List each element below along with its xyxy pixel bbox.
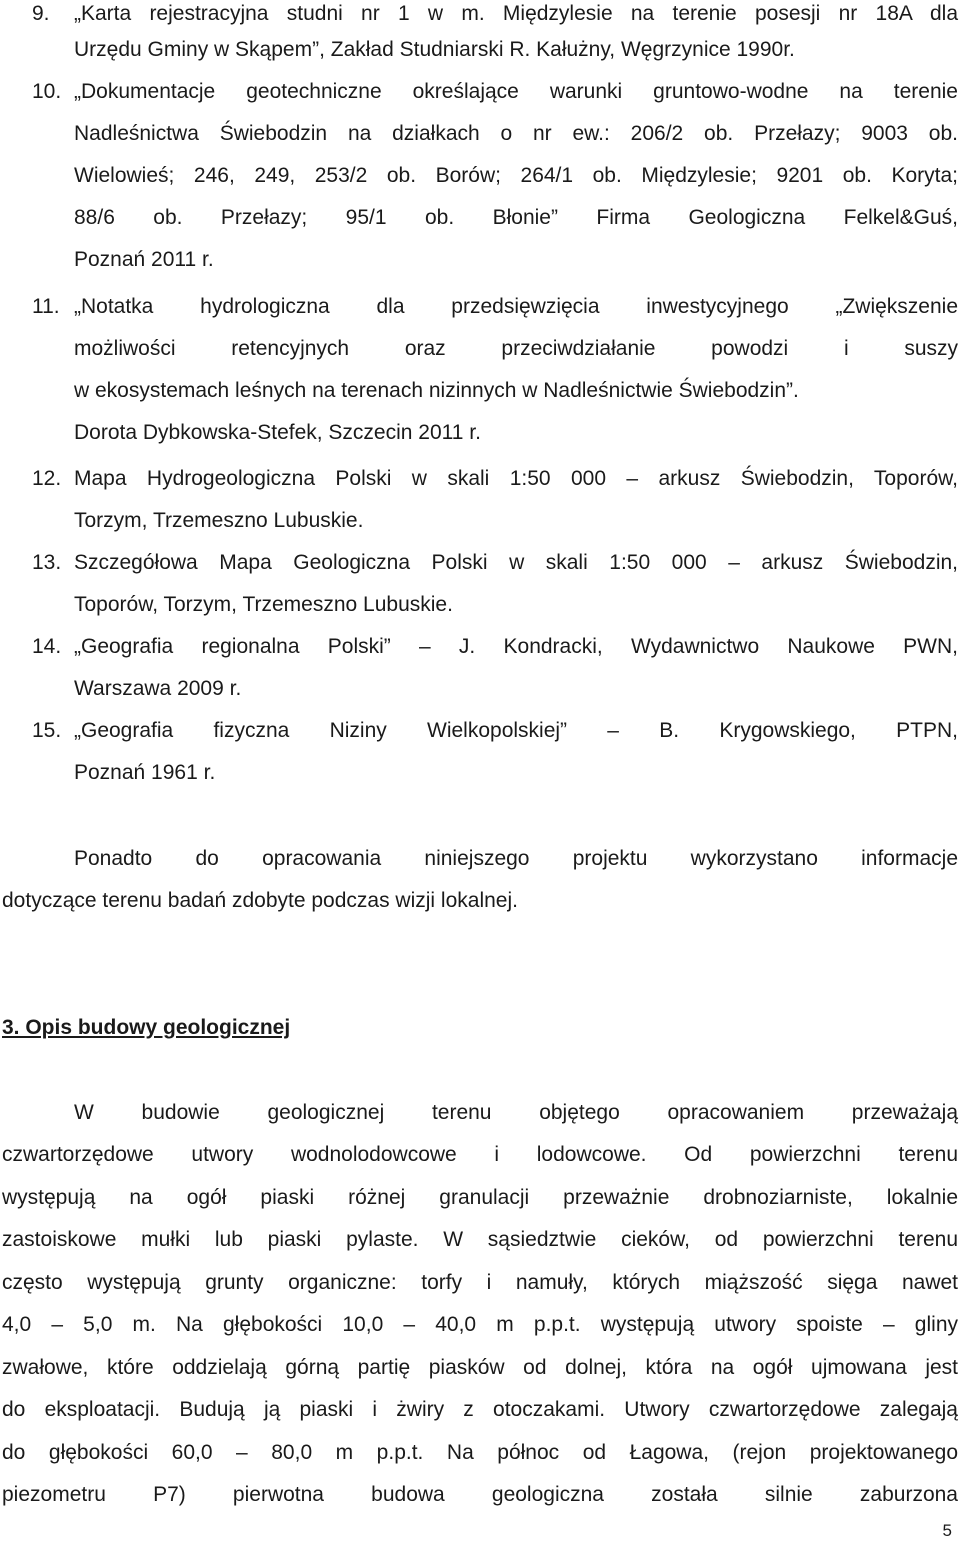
paragraph-line: do głębokości 60,0 – 80,0 m p.p.t. Na północ od Łagowa, (rejon projektowanego xyxy=(2,1441,958,1464)
reference-line: Dorota Dybkowska-Stefek, Szczecin 2011 r. xyxy=(74,421,481,444)
section-heading: 3. Opis budowy geologicznej xyxy=(2,1016,291,1039)
reference-number: 11. xyxy=(32,295,60,318)
paragraph-line: występują na ogół piaski różnej granulacji przeważnie drobnoziarniste, lokalnie xyxy=(2,1186,958,1209)
paragraph-line: 4,0 – 5,0 m. Na głębokości 10,0 – 40,0 m p.p.t. występują utwory spoiste – gliny xyxy=(2,1313,958,1336)
reference-line: 88/6 ob. Przełazy; 95/1 ob. Błonie” Firma Geologiczna Felkel&Guś, xyxy=(74,206,958,229)
reference-line: „Dokumentacje geotechniczne określające warunki gruntowo-wodne na terenie xyxy=(74,80,958,103)
reference-line: Szczegółowa Mapa Geologiczna Polski w skali 1:50 000 – arkusz Świebodzin, xyxy=(74,551,958,574)
reference-number: 10. xyxy=(32,80,62,103)
paragraph-line: W budowie geologicznej terenu objętego opracowaniem przeważają xyxy=(74,1101,958,1124)
reference-line: Nadleśnictwa Świebodzin na działkach o nr ew.: 206/2 ob. Przełazy; 9003 ob. xyxy=(74,122,958,145)
reference-line: możliwości retencyjnych oraz przeciwdziałanie powodzi i suszy xyxy=(74,337,958,360)
paragraph-line: zastoiskowe mułki lub piaski pylaste. W sąsiedztwie cieków, od powierzchni terenu xyxy=(2,1228,958,1251)
page-number: 5 xyxy=(942,1521,952,1540)
reference-line: Mapa Hydrogeologiczna Polski w skali 1:50 000 – arkusz Świebodzin, Toporów, xyxy=(74,467,958,490)
reference-line: Poznań 1961 r. xyxy=(74,761,216,784)
reference-line: Torzym, Trzemeszno Lubuskie. xyxy=(74,509,364,532)
reference-line: Warszawa 2009 r. xyxy=(74,677,242,700)
reference-line: Poznań 2011 r. xyxy=(74,248,214,271)
paragraph-line: Ponadto do opracowania niniejszego projektu wykorzystano informacje xyxy=(74,847,958,870)
paragraph-line: czwartorzędowe utwory wodnolodowcowe i lodowcowe. Od powierzchni terenu xyxy=(2,1143,958,1166)
reference-line: „Geografia regionalna Polski” – J. Kondracki, Wydawnictwo Naukowe PWN, xyxy=(74,635,958,658)
paragraph-line: często występują grunty organiczne: torfy i namuły, których miąższość sięga nawet xyxy=(2,1271,958,1294)
reference-number: 12. xyxy=(32,467,62,490)
paragraph-line: do eksploatacji. Budują ją piaski i żwiry z otoczakami. Utwory czwartorzędowe zalegają xyxy=(2,1398,958,1421)
reference-number: 14. xyxy=(32,635,62,658)
reference-number: 15. xyxy=(32,719,62,742)
reference-line: „Karta rejestracyjna studni nr 1 w m. Międzylesie na terenie posesji nr 18A dla xyxy=(74,2,958,25)
reference-line: w ekosystemach leśnych na terenach nizinnych w Nadleśnictwie Świebodzin”. xyxy=(74,379,799,402)
paragraph-line: zwałowe, które oddzielają górną partię piasków od dolnej, która na ogół ujmowana jest xyxy=(2,1356,958,1379)
reference-line: Wielowieś; 246, 249, 253/2 ob. Borów; 264/1 ob. Międzylesie; 9201 ob. Koryta; xyxy=(74,164,958,187)
paragraph-line: dotyczące terenu badań zdobyte podczas wizji lokalnej. xyxy=(2,889,518,912)
reference-line: Toporów, Torzym, Trzemeszno Lubuskie. xyxy=(74,593,453,616)
reference-line: „Notatka hydrologiczna dla przedsięwzięcia inwestycyjnego „Zwiększenie xyxy=(74,295,958,318)
reference-line: Urzędu Gminy w Skąpem”, Zakład Studniarski R. Kałużny, Węgrzynice 1990r. xyxy=(74,38,795,61)
reference-number: 9. xyxy=(32,2,50,25)
reference-number: 13. xyxy=(32,551,62,574)
paragraph-line: piezometru P7) pierwotna budowa geologiczna została silnie zaburzona xyxy=(2,1483,958,1506)
reference-line: „Geografia fizyczna Niziny Wielkopolskiej” – B. Krygowskiego, PTPN, xyxy=(74,719,958,742)
